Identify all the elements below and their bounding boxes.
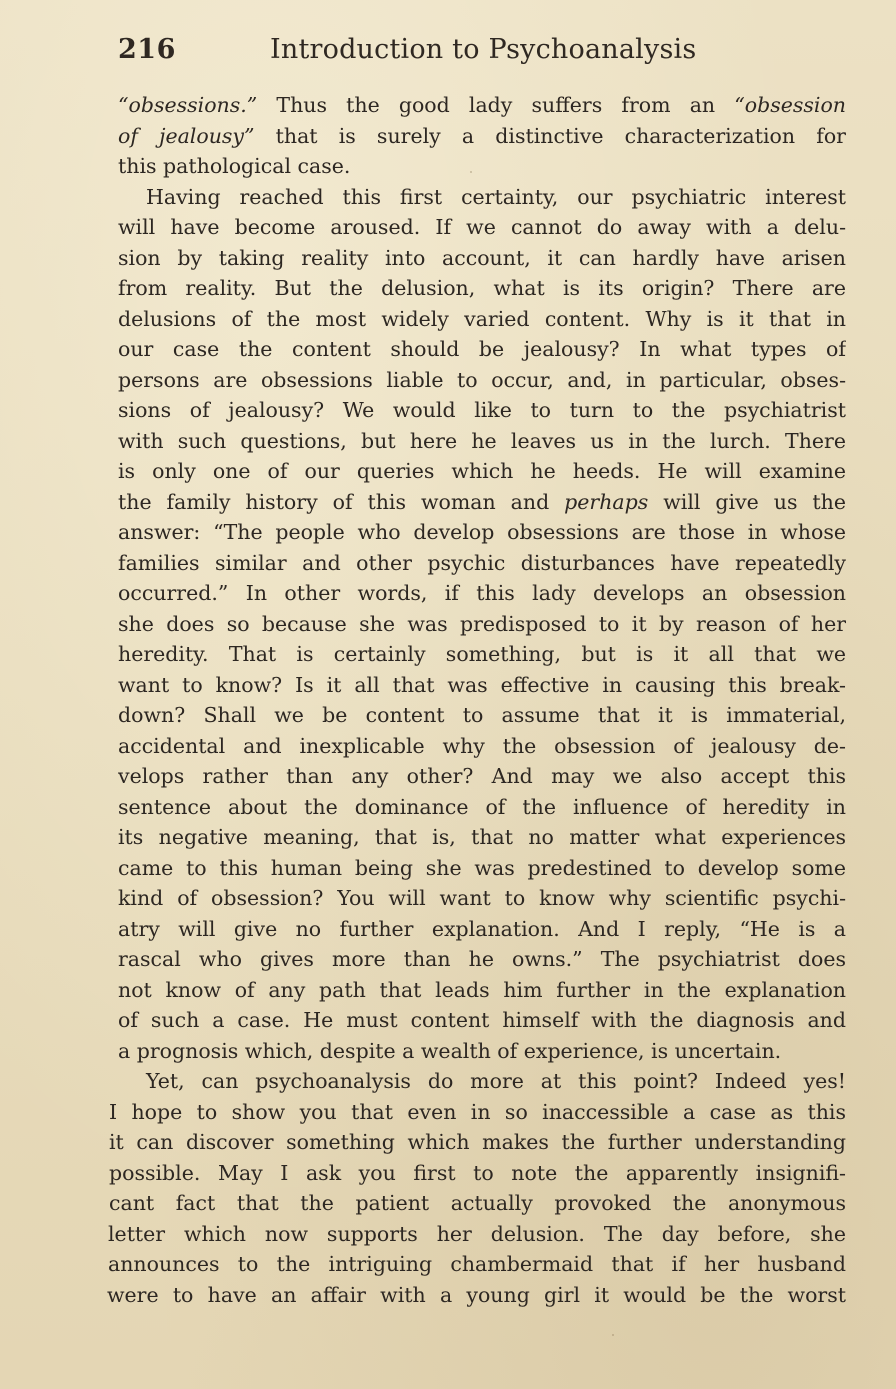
italic-text: “obsessions.” bbox=[118, 93, 258, 117]
text-line bbox=[109, 1158, 846, 1189]
text-segment: kind of obsession? You will want to know why scientific psychi- bbox=[118, 886, 846, 910]
text-line bbox=[118, 487, 846, 518]
text-segment: answer: “The people who develop obsessions are those in whose bbox=[118, 520, 846, 544]
page-number: 216 bbox=[118, 34, 176, 65]
text-line bbox=[109, 1127, 846, 1158]
text-segment: of such a case. He must content himself with the diagnosis and bbox=[118, 1008, 846, 1032]
text-segment: its negative meaning, that is, that no matter what experiences bbox=[118, 825, 846, 849]
italic-text: perhaps bbox=[564, 489, 649, 514]
text-segment: velops rather than any other? And may we also accept this bbox=[118, 764, 846, 788]
text-line bbox=[118, 975, 846, 1006]
text-line bbox=[118, 121, 846, 152]
text-segment: cant fact that the patient actually provoked the anonymous bbox=[109, 1191, 846, 1215]
text-segment: she does so because she was predisposed to it by reason of her bbox=[118, 611, 846, 636]
text-segment: persons are obsessions liable to occur, and, in particular, obses- bbox=[118, 367, 846, 392]
text-segment: with such questions, but here he leaves us in the lurch. There bbox=[118, 428, 846, 453]
text-line bbox=[110, 1066, 846, 1097]
text-line bbox=[118, 90, 846, 121]
italic-text: “obsession bbox=[734, 93, 846, 117]
text-line bbox=[118, 151, 846, 182]
text-line bbox=[118, 578, 846, 609]
text-segment: were to have an affair with a young girl it would be the worst bbox=[107, 1282, 846, 1307]
text-segment: delusions of the most widely varied content. Why is it that in bbox=[118, 306, 846, 331]
text-segment: heredity. That is certainly something, but is it all that we bbox=[118, 642, 846, 666]
text-line bbox=[118, 639, 846, 670]
text-segment: rascal who gives more than he owns.” The psychiatrist does bbox=[118, 947, 846, 971]
text-line bbox=[118, 182, 846, 213]
text-segment: will have become aroused. If we cannot do away with a delu- bbox=[118, 215, 846, 239]
paper-speck bbox=[470, 171, 472, 173]
text-line bbox=[118, 456, 846, 487]
paper-speck bbox=[612, 1334, 614, 1336]
italic-text: of jealousy” bbox=[118, 123, 255, 148]
text-segment: this pathological case. bbox=[118, 154, 351, 178]
text-segment: Thus the good lady suffers from an bbox=[257, 93, 735, 117]
text-segment: I hope to show you that even in so inaccessible a case as this bbox=[109, 1099, 846, 1124]
text-line bbox=[118, 395, 846, 426]
text-segment: possible. May I ask you first to note the apparently insignifi- bbox=[109, 1160, 846, 1185]
text-segment: sentence about the dominance of the influence of heredity in bbox=[118, 794, 846, 819]
text-segment: the family history of this woman and bbox=[118, 489, 565, 514]
text-line bbox=[109, 1097, 846, 1128]
text-line bbox=[118, 334, 846, 365]
text-segment: accidental and inexplicable why the obsession of jealousy de- bbox=[118, 733, 846, 758]
text-segment: from reality. But the delusion, what is its origin? There are bbox=[118, 276, 846, 300]
text-segment: not know of any path that leads him further in the explanation bbox=[118, 977, 846, 1002]
page-header bbox=[118, 30, 842, 78]
text-segment: sions of jealousy? We would like to turn to the psychiatrist bbox=[118, 398, 846, 422]
text-segment: announces to the intriguing chambermaid that if her husband bbox=[108, 1252, 846, 1276]
text-line bbox=[118, 914, 846, 945]
text-line bbox=[108, 1249, 846, 1280]
text-line bbox=[118, 426, 846, 457]
text-line bbox=[107, 1280, 846, 1311]
text-line bbox=[118, 853, 846, 884]
text-segment: sion by taking reality into account, it can hardly have arisen bbox=[118, 245, 846, 270]
text-segment: Having reached this first certainty, our psychiatric interest bbox=[146, 184, 846, 209]
text-segment: want to know? Is it all that was effective in causing this break- bbox=[118, 672, 846, 697]
text-line bbox=[118, 761, 846, 792]
text-line bbox=[108, 1219, 846, 1250]
text-line bbox=[118, 243, 846, 274]
text-segment: our case the content should be jealousy? In what types of bbox=[118, 337, 846, 361]
text-line bbox=[109, 1188, 846, 1219]
text-line bbox=[118, 517, 846, 548]
text-line bbox=[118, 212, 846, 243]
text-segment: letter which now supports her delusion. The day before, she bbox=[108, 1221, 846, 1246]
text-line bbox=[118, 273, 846, 304]
text-segment: a prognosis which, despite a wealth of experience, is uncertain. bbox=[118, 1038, 782, 1063]
text-line bbox=[118, 1036, 846, 1067]
text-line bbox=[118, 822, 846, 853]
text-segment: will give us the bbox=[648, 489, 846, 514]
text-line bbox=[118, 792, 846, 823]
text-segment: families similar and other psychic disturbances have repeatedly bbox=[118, 550, 846, 575]
text-line bbox=[118, 731, 846, 762]
text-segment: that is surely a distinctive characterization for bbox=[254, 123, 846, 148]
text-line bbox=[118, 944, 846, 975]
text-segment: is only one of our queries which he heeds. He will examine bbox=[118, 459, 846, 483]
text-segment: down? Shall we be content to assume that it is immaterial, bbox=[118, 703, 846, 727]
text-line bbox=[118, 700, 846, 731]
text-line bbox=[118, 609, 846, 640]
text-segment: it can discover something which makes the further understanding bbox=[109, 1130, 846, 1154]
running-title: Introduction to Psychoanalysis bbox=[270, 34, 697, 65]
text-line bbox=[118, 548, 846, 579]
body-text bbox=[107, 90, 846, 1310]
text-segment: atry will give no further explanation. And I reply, “He is a bbox=[118, 916, 846, 941]
text-line bbox=[118, 1005, 846, 1036]
text-line bbox=[118, 883, 846, 914]
text-segment: came to this human being she was predestined to develop some bbox=[118, 855, 846, 880]
text-line bbox=[118, 670, 846, 701]
text-line bbox=[118, 365, 846, 396]
text-segment: occurred.” In other words, if this lady develops an obsession bbox=[118, 581, 846, 605]
text-segment: Yet, can psychoanalysis do more at this point? Indeed yes! bbox=[146, 1069, 846, 1093]
text-line bbox=[118, 304, 846, 335]
